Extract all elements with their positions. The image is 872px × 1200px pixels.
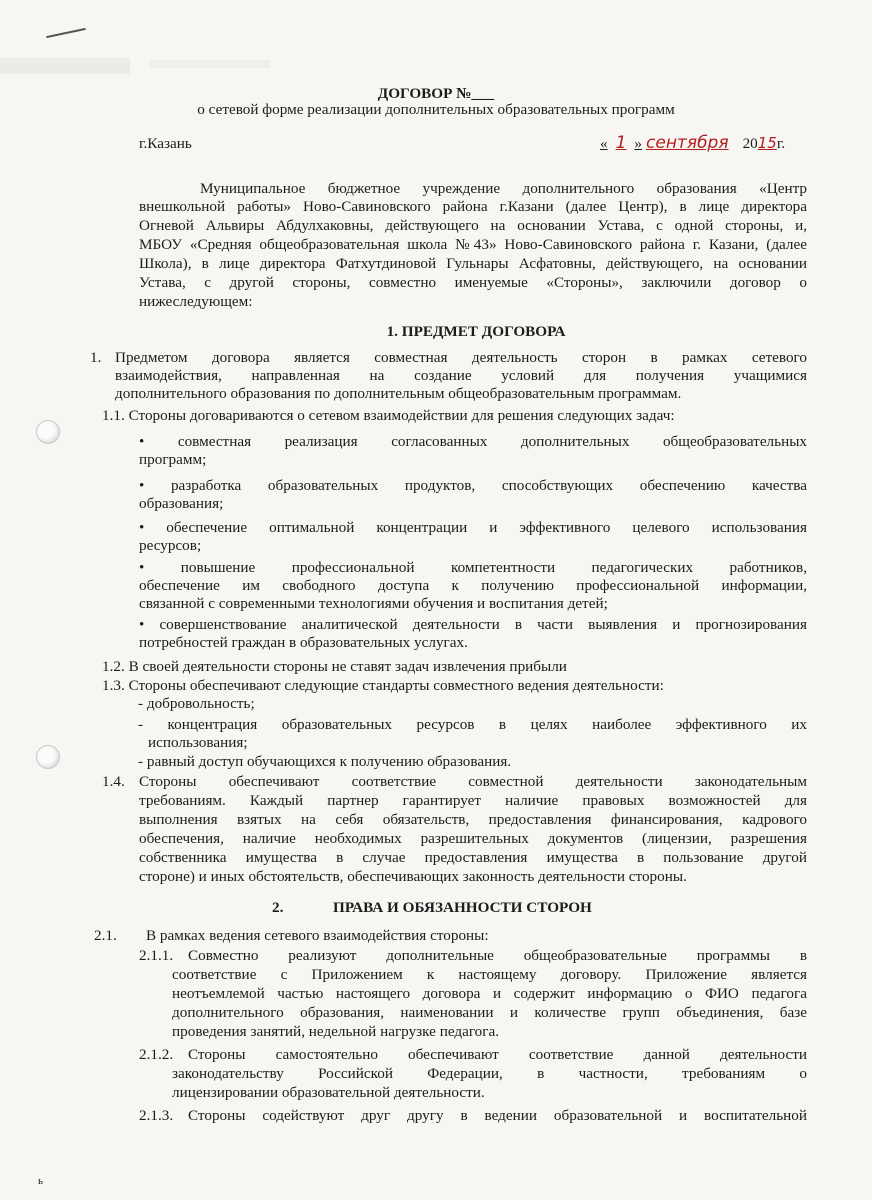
bullet-item: программ; [139, 451, 207, 468]
preamble-line: внешкольной работы» Ново-Савиновского района г.Казани (далее Центр), в лице директора [139, 198, 807, 215]
clause-2-1-2-line: лицензировании образовательной деятельности. [172, 1084, 485, 1101]
clause-2-1-1-line: Совместно реализуют дополнительные общеобразовательные программы в [188, 947, 807, 964]
section2-number: 2. [272, 899, 284, 916]
clause-2-1: В рамках ведения сетевого взаимодействия стороны: [146, 927, 489, 944]
clause-1-4-line: Стороны обеспечивают соответствие совместной деятельности законодательным [139, 773, 807, 790]
bullet-item: • совместная реализация согласованных дополнительных общеобразовательных [139, 433, 807, 450]
clause-number: 2.1.3. [139, 1107, 174, 1124]
clause-2-1-1-line: соответствие с Приложением к настоящему договору. Приложение является [172, 966, 807, 983]
preamble-line: Огневой Альвиры Абдулхаковны, действующего на основании Устава, с одной стороны, и, [139, 217, 807, 234]
preamble-line: нижеследующем: [139, 293, 253, 310]
section1-heading: 1. ПРЕДМЕТ ДОГОВОРА [386, 323, 566, 340]
page-mark: ь [38, 1175, 44, 1187]
document-subtitle: о сетевой форме реализации дополнительных образовательных программ [197, 101, 675, 118]
dash-item: использования; [148, 734, 248, 751]
clause-1-4-line: собственника имущества в случае предоставления имущества в пользование другой [139, 849, 807, 866]
clause-1-line: дополнительного образования по дополнительным общеобразовательным программам. [115, 385, 682, 402]
clause-number: 2.1.1. [139, 947, 174, 964]
pen-stroke [46, 28, 86, 38]
date-month: сентября [646, 133, 729, 153]
clause-number: 1. [90, 349, 102, 366]
date-day: 1 [615, 133, 627, 153]
clause-1-4-line: требованиям. Каждый партнер гарантирует наличие правовых возможностей для [139, 792, 807, 809]
clause-1-4-line: выполнения взятых на себя обязательств, предоставления финансирования, кадрового [139, 811, 807, 828]
clause-number: 2.1. [94, 927, 117, 944]
date-mid: » [634, 135, 643, 152]
date-year-post: г. [776, 135, 786, 152]
clause-1-line: Предметом договора является совместная деятельность сторон в рамках сетевого [115, 349, 807, 366]
contract-date [600, 134, 785, 153]
preamble-line: Устава, с другой стороны, совместно именуемые «Стороны», заключили договор о [139, 274, 807, 291]
punch-hole-top [36, 420, 60, 444]
bullet-item: • обеспечение оптимальной концентрации и эффективного целевого использования [139, 519, 807, 536]
bullet-item: связанной с современными технологиями обучения и воспитания детей; [139, 595, 608, 612]
scan-smudge [0, 58, 130, 74]
punch-hole-bottom [36, 745, 60, 769]
section2-heading: ПРАВА И ОБЯЗАННОСТИ СТОРОН [333, 899, 592, 916]
date-year-pre: 20 [742, 135, 758, 152]
dash-item: - равный доступ обучающихся к получению образования. [138, 753, 512, 770]
bullet-item: • разработка образовательных продуктов, способствующих обеспечению качества [139, 477, 807, 494]
clause-1-1: 1.1. Стороны договариваются о сетевом взаимодействии для решения следующих задач: [102, 407, 675, 424]
clause-number: 1.4. [102, 773, 125, 790]
scan-smudge [150, 60, 270, 68]
clause-2-1-3-line: Стороны содействуют друг другу в ведении образовательной и воспитательной [188, 1107, 807, 1124]
city: г.Казань [139, 135, 192, 152]
clause-2-1-1-line: неотъемлемой частью настоящего договора и содержит информацию о ФИО педагога [172, 985, 807, 1002]
preamble-line: Школа), в лице директора Фатхутдиновой Гульнары Асфатовны, действующего, на основании [139, 255, 807, 272]
bullet-item: образования; [139, 495, 224, 512]
document-title: ДОГОВОР №___ [377, 85, 495, 102]
preamble-line: Муниципальное бюджетное учреждение дополнительного образования «Центр [200, 180, 807, 197]
dash-item: - добровольность; [138, 695, 255, 712]
bullet-item: • совершенствование аналитической деятельности в части выявления и прогнозирования [139, 616, 807, 633]
bullet-item: • повышение профессиональной компетентности педагогических работников, [139, 559, 807, 576]
bullet-item: потребностей граждан в образовательных услугах. [139, 634, 468, 651]
date-open: « [600, 135, 608, 152]
date-year: 15 [757, 134, 777, 152]
clause-2-1-1-line: дополнительного образования, наименовании и количестве групп объединения, базе [172, 1004, 807, 1021]
clause-2-1-1-line: проведения занятий, недельной нагрузке педагога. [172, 1023, 500, 1040]
clause-1-4-line: обеспечения, наличие необходимых разрешительных документов (лицензии, разрешения [139, 830, 807, 847]
dash-item: - концентрация образовательных ресурсов в целях наиболее эффективного их [138, 716, 807, 733]
clause-1-line: взаимодействия, направленная на создание условий для получения учащимися [115, 367, 807, 384]
clause-1-4-line: стороне) и иных обстоятельств, обеспечивающих законность деятельности стороны. [139, 868, 687, 885]
clause-2-1-2-line: законодательству Российской Федерации, в частности, требованиям о [172, 1065, 807, 1082]
bullet-item: ресурсов; [139, 537, 202, 554]
clause-2-1-2-line: Стороны самостоятельно обеспечивают соответствие данной деятельности [188, 1046, 807, 1063]
clause-1-2: 1.2. В своей деятельности стороны не ставят задач извлечения прибыли [102, 658, 567, 675]
clause-number: 2.1.2. [139, 1046, 174, 1063]
clause-1-3: 1.3. Стороны обеспечивают следующие стандарты совместного ведения деятельности: [102, 677, 664, 694]
bullet-item: обеспечение им свободного доступа к получению профессиональной информации, [139, 577, 807, 594]
preamble-line: МБОУ «Средняя общеобразовательная школа №43» Ново-Савиновского района г. Казани, (далее [139, 236, 807, 253]
